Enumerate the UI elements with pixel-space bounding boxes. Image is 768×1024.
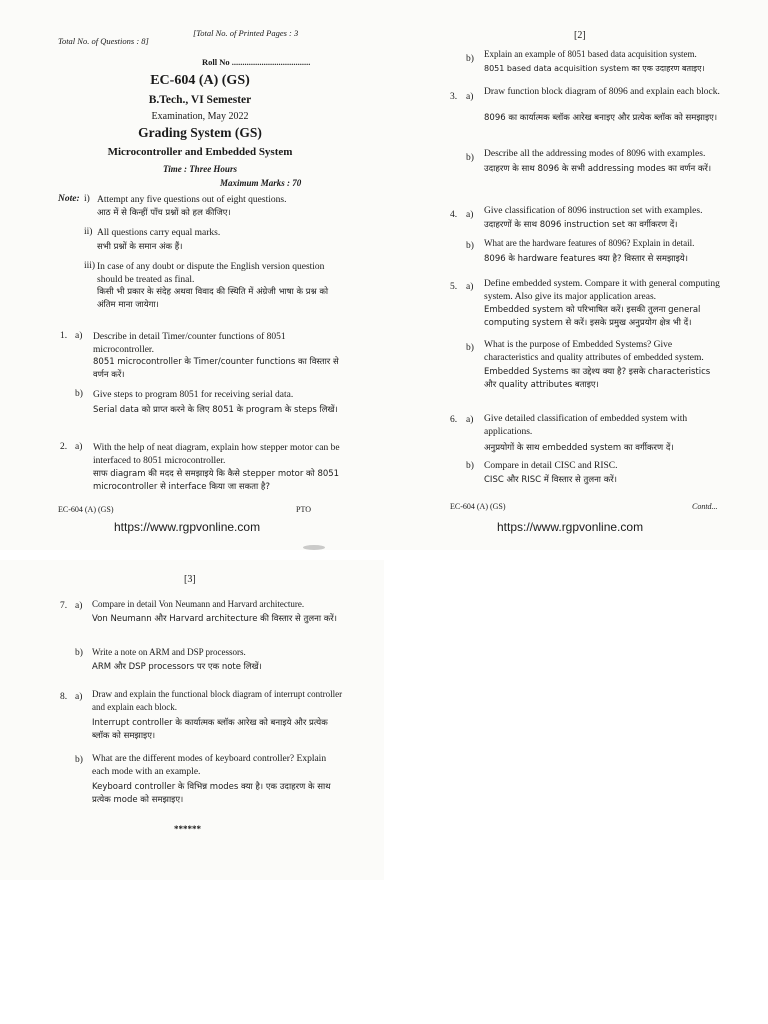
q1a-english: Describe in detail Timer/counter functions of 8051 microcontroller. xyxy=(93,332,286,355)
note-1-en: Attempt any five questions out of eight questions. xyxy=(97,195,287,205)
q2-number: 2. xyxy=(60,442,68,452)
q3a-label: a) xyxy=(466,92,474,102)
q4b-english: What are the hardware features of 8096? Explain in detail. xyxy=(484,238,695,248)
q5b-english: What is the purpose of Embedded Systems? Give characteristics and quality attributes of embedded system. xyxy=(484,340,704,363)
q1a-label: a) xyxy=(75,331,83,341)
note-3-num: iii) xyxy=(84,261,96,271)
q7b-label: b) xyxy=(75,648,83,658)
q5-number: 5. xyxy=(450,282,458,292)
note-2-num: ii) xyxy=(84,227,93,237)
q2a-english: With the help of neat diagram, explain how stepper motor can be interfaced to 8051 microcontroller. xyxy=(93,443,340,466)
q3b-english: Describe all the addressing modes of 8096 with examples. xyxy=(484,149,706,159)
q6a-label: a) xyxy=(466,415,474,425)
q6b-label: b) xyxy=(466,461,474,471)
footer-pto: PTO xyxy=(296,505,311,514)
note-1-hi: आठ में से किन्हीं पाँच प्रश्नों को हल कीजिए। xyxy=(97,208,231,218)
q7a-hindi: Von Neumann और Harvard architecture की विस्तार से तुलना करें। xyxy=(92,614,337,624)
q2b-hindi: 8051 based data acquisition system का एक उदाहरण बताइए। xyxy=(484,64,705,73)
q4b-label: b) xyxy=(466,241,474,251)
q7b-hindi: ARM और DSP processors पर एक note लिखें। xyxy=(92,662,262,672)
page-number-2: [2] xyxy=(574,30,586,41)
q4b-hindi: 8096 के hardware features क्या है? विस्तार से समझाइये। xyxy=(484,254,688,264)
q8b-label: b) xyxy=(75,755,83,765)
exam-session: Examination, May 2022 xyxy=(151,111,249,122)
end-of-paper-mark: ****** xyxy=(174,824,201,834)
q2a-hindi: साफ diagram की मदद से समझाइये कि कैसे stepper motor को 8051 microcontroller से interface किया जा सकता है? xyxy=(93,469,340,492)
paper-code: EC-604 (A) (GS) xyxy=(150,73,250,88)
q7a-english: Compare in detail Von Neumann and Harvard architecture. xyxy=(92,599,305,609)
roll-no: Roll No ..................................... xyxy=(202,57,311,67)
source-url-p2[interactable]: https://www.rgpvonline.com xyxy=(497,520,644,534)
q1a-hindi: 8051 microcontroller के Timer/counter functions का विस्तार से वर्णन करें। xyxy=(93,357,339,380)
scan-smudge xyxy=(303,545,325,550)
max-marks: Maximum Marks : 70 xyxy=(220,178,302,188)
q1b-label: b) xyxy=(75,389,83,399)
q5a-hindi: Embedded system को परिभाषित करें। इसकी तुलना general computing system से करें। इसके प्रमुख अनुप्रयोग क्षेत्र भी दें। xyxy=(484,305,701,328)
q1b-hindi: Serial data को प्राप्त करने के लिए 8051 के program के steps लिखें। xyxy=(93,405,338,415)
q4a-label: a) xyxy=(466,210,474,220)
time-allowed: Time : Three Hours xyxy=(163,164,237,174)
note-label: Note: xyxy=(58,194,80,204)
note-2-en: All questions carry equal marks. xyxy=(97,228,221,238)
total-printed-pages: [Total No. of Printed Pages : 3 xyxy=(193,28,299,38)
footer-code-p1: EC-604 (A) (GS) xyxy=(58,505,114,514)
q5b-hindi: Embedded Systems का उद्देश्य क्या है? इसके characteristics और quality attributes बताइए। xyxy=(484,367,711,390)
q3b-label: b) xyxy=(466,153,474,163)
q7a-label: a) xyxy=(75,601,83,611)
q3a-english: Draw function block diagram of 8096 and explain each block. xyxy=(484,87,720,97)
note-1-num: i) xyxy=(84,194,90,204)
q5a-label: a) xyxy=(466,282,474,292)
q4-number: 4. xyxy=(450,210,458,220)
page-2 xyxy=(384,0,768,550)
q4a-english: Give classification of 8096 instruction set with examples. xyxy=(484,206,703,216)
q5a-english: Define embedded system. Compare it with general computing system. Also give its major application areas. xyxy=(484,279,720,302)
q6-number: 6. xyxy=(450,415,458,425)
q8b-hindi: Keyboard controller के विभिन्न modes क्या है। एक उदाहरण के साथ प्रत्येक mode को समझाइए। xyxy=(92,782,331,805)
q1-number: 1. xyxy=(60,331,68,341)
q6a-english: Give detailed classification of embedded system with applications. xyxy=(484,414,688,437)
source-url-p1[interactable]: https://www.rgpvonline.com xyxy=(114,520,261,534)
q6b-hindi: CISC और RISC में विस्तार से तुलना करें। xyxy=(484,475,617,485)
q1b-english: Give steps to program 8051 for receiving serial data. xyxy=(93,390,294,400)
subject-title: Microcontroller and Embedded System xyxy=(107,146,293,158)
q3b-hindi: उदाहरण के साथ 8096 के सभी addressing modes का वर्णन करें। xyxy=(484,164,712,174)
footer-code-p2: EC-604 (A) (GS) xyxy=(450,502,506,511)
q2b-label: b) xyxy=(466,54,474,64)
q8-number: 8. xyxy=(60,692,68,702)
q3a-hindi: 8096 का कार्यात्मक ब्लॉक आरेख बनाइए और प्रत्येक ब्लॉक को समझाइए। xyxy=(484,113,718,123)
course-semester: B.Tech., VI Semester xyxy=(148,94,252,106)
q5b-label: b) xyxy=(466,343,474,353)
total-questions: Total No. of Questions : 8] xyxy=(58,36,149,46)
q6b-english: Compare in detail CISC and RISC. xyxy=(484,461,618,471)
grading-system: Grading System (GS) xyxy=(138,125,262,140)
q7b-english: Write a note on ARM and DSP processors. xyxy=(92,647,246,657)
q6a-hindi: अनुप्रयोगों के साथ embedded system का वर्गीकरण दें। xyxy=(484,443,674,453)
q7-number: 7. xyxy=(60,601,68,611)
footer-contd: Contd... xyxy=(692,502,718,511)
page-1 xyxy=(0,0,384,550)
page-number-3: [3] xyxy=(184,574,196,585)
note-2-hi: सभी प्रश्नों के समान अंक हैं। xyxy=(97,242,183,252)
q8a-hindi: Interrupt controller के कार्यात्मक ब्लॉक आरेख को बनाइये और प्रत्येक ब्लॉक को समझाइए। xyxy=(92,718,328,741)
q2b-english: Explain an example of 8051 based data acquisition system. xyxy=(484,49,697,59)
q2a-label: a) xyxy=(75,442,83,452)
q8a-english: Draw and explain the functional block diagram of interrupt controller and explain each block. xyxy=(92,689,343,712)
q8a-label: a) xyxy=(75,692,83,702)
q8b-english: What are the different modes of keyboard controller? Explain each mode with an example. xyxy=(92,754,327,777)
note-3-hi: किसी भी प्रकार के संदेह अथवा विवाद की स्थिति में अंग्रेजी भाषा के प्रश्न को अंतिम माना जायेगा। xyxy=(97,287,329,310)
q4a-hindi: उदाहरणों के साथ 8096 instruction set का वर्गीकरण दें। xyxy=(484,220,678,230)
q3-number: 3. xyxy=(450,92,458,102)
note-3-en: In case of any doubt or dispute the English version question should be treated as final. xyxy=(97,262,325,285)
page-3 xyxy=(0,560,384,880)
